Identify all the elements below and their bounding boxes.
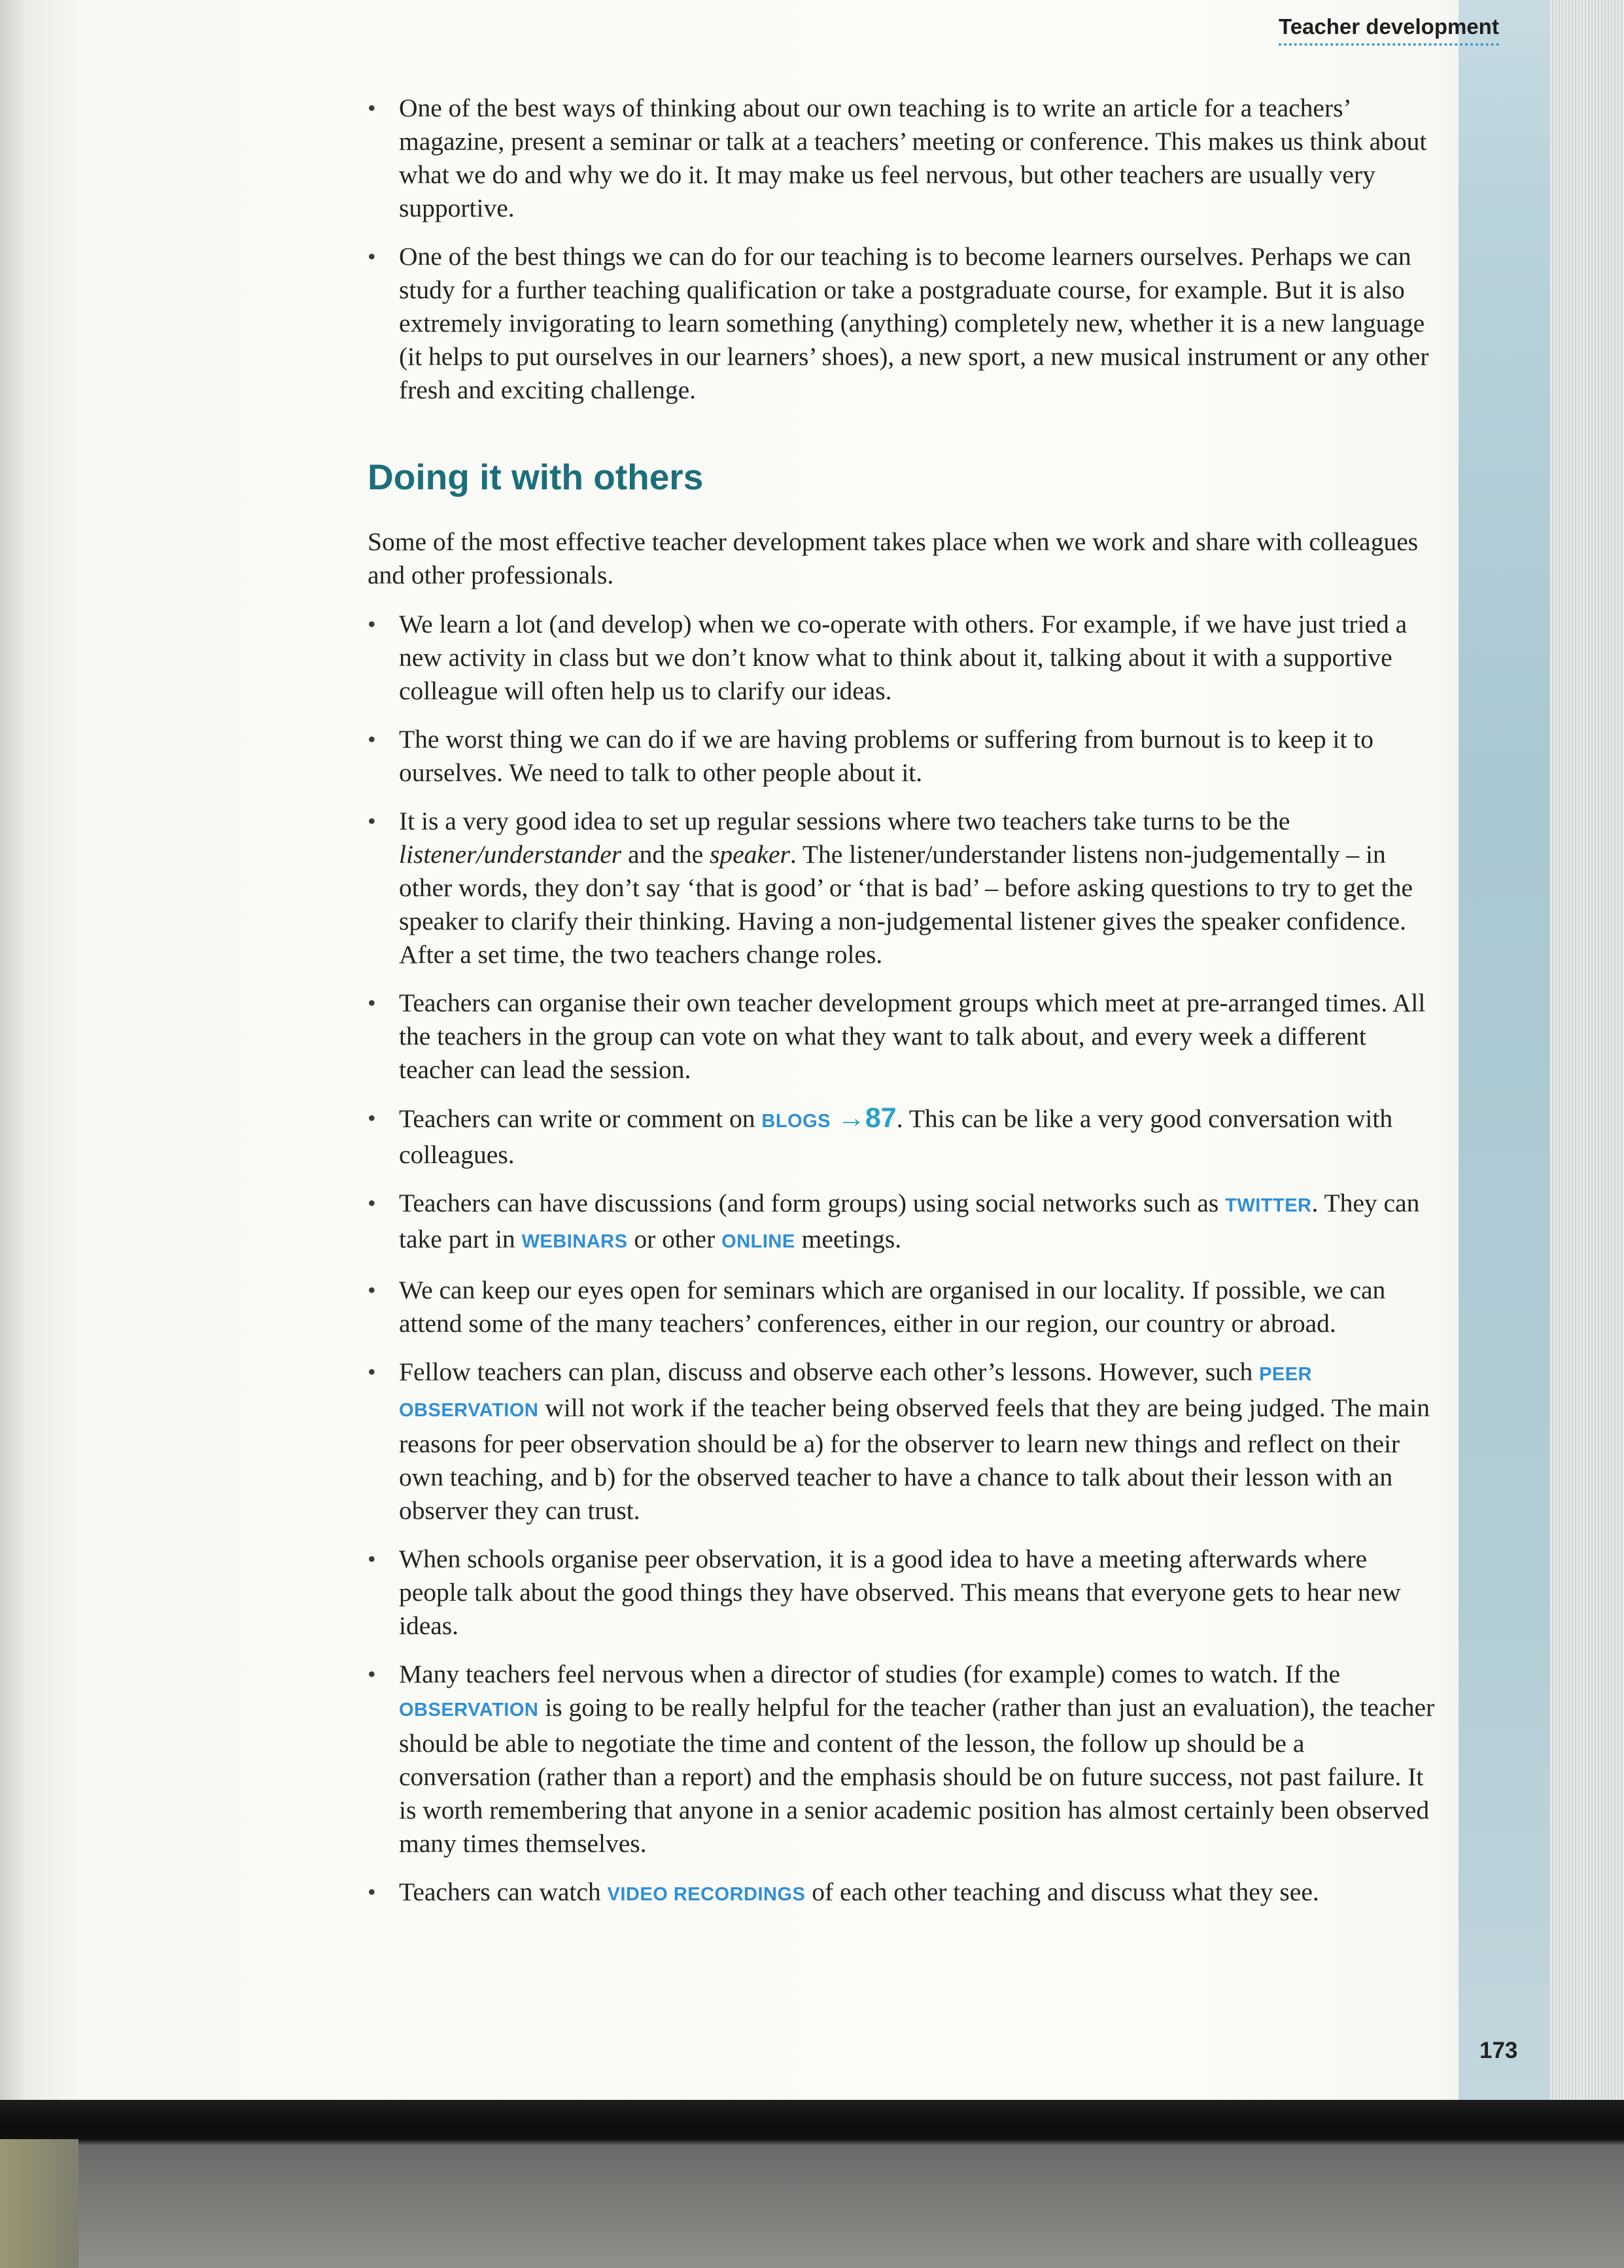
page-fore-edge — [1459, 0, 1624, 2120]
list-item — [368, 608, 1440, 708]
list-item-text: We can keep our eyes open for seminars which are organised in our locality. If possible, we can attend some of the many teachers’ conferences, either in our region, our country or abroad. — [399, 1276, 1386, 1338]
bullet-icon: • — [368, 1105, 376, 1131]
cross-reference-keyword: ONLINE — [721, 1231, 795, 1252]
italic-term: listener/understander — [399, 840, 622, 869]
bullet-list — [368, 608, 1440, 1911]
bullet-icon: • — [368, 1661, 376, 1687]
cross-reference-keyword: PEER OBSERVATION — [399, 1364, 1313, 1421]
list-item-text: The worst thing we can do if we are having problems or suffering from burnout is to keep it to ourselves. We need to talk to other people about it. — [399, 725, 1374, 787]
text-segment: meetings. — [795, 1225, 902, 1253]
page-content — [368, 92, 1440, 1927]
intro-bullet-list — [368, 92, 1440, 407]
section-intro-paragraph: Some of the most effective teacher development takes place when we work and share with colleagues and other professionals. — [368, 527, 1419, 589]
italic-term: speaker — [710, 840, 790, 869]
section-heading: Doing it with others — [368, 457, 704, 497]
text-segment: . They can take part in — [399, 1189, 1420, 1253]
bullet-icon: • — [368, 1277, 376, 1303]
page-number: 173 — [1479, 2038, 1518, 2063]
text-segment: It is a very good idea to set up regular sessions where two teachers take turns to be the — [399, 807, 1290, 835]
list-item — [368, 92, 1440, 225]
bullet-icon: • — [368, 1879, 376, 1905]
list-item — [368, 240, 1440, 407]
bullet-icon: • — [368, 1190, 376, 1216]
text-segment: Teachers can have discussions (and form groups) using social networks such as — [399, 1189, 1226, 1217]
bullet-icon: • — [368, 95, 376, 121]
list-item-text — [399, 1357, 1430, 1525]
scanner-background — [0, 2100, 1624, 2268]
bullet-icon: • — [368, 1546, 376, 1572]
bullet-icon: • — [368, 1359, 376, 1385]
cross-reference-keyword: OBSERVATION — [399, 1700, 539, 1720]
running-head: Teacher development — [1279, 14, 1499, 46]
text-segment: Fellow teachers can plan, discuss and observe each other’s lessons. However, such — [399, 1357, 1260, 1386]
list-item-text: One of the best things we can do for our teaching is to become learners ourselves. Perhaps we can study for a further teaching qualification or take a postgraduate course, for example. But it is also extremely invigorating to learn something (anything) completely new, whether it is a new language (it helps to put ourselves in our learners’ shoes), a new sport, a new musical instrument or any other fresh and exciting challenge. — [399, 242, 1429, 404]
list-item-text: Teachers can organise their own teacher development groups which meet at pre-arranged times. All the teachers in the group can vote on what they want to talk about, and every week a different teacher can lead the session. — [399, 988, 1426, 1084]
text-segment: will not work if the teacher being observed feels that they are being judged. The main reasons for peer observation should be a) for the observer to learn new things and reflect on their own teaching, and b) for the observed teacher to have a chance to talk about their lesson with an observer they can trust. — [399, 1393, 1430, 1525]
book-spine-edge — [0, 2139, 78, 2268]
list-item — [368, 986, 1440, 1087]
text-segment: and the — [621, 840, 710, 869]
cross-reference-arrow: →87 — [837, 1102, 897, 1134]
text-segment: Teachers can watch — [399, 1877, 608, 1906]
text-segment: is going to be really helpful for the teacher (rather than just an evaluation), the teacher should be able to negotiate the time and content of the lesson, the follow up should be a conversation (rather than a report) and the emphasis should be on future success, not past failure. It is worth remembering that anyone in a senior academic position has almost certainly been observed many times themselves. — [399, 1693, 1435, 1858]
bullet-icon: • — [368, 726, 376, 752]
list-item-text: When schools organise peer observation, it is a good idea to have a meeting afterwards where people talk about the good things they have observed. This means that everyone gets to hear new ideas. — [399, 1544, 1401, 1640]
page-edge-stack — [1550, 0, 1624, 2120]
cross-reference-keyword: WEBINARS — [521, 1231, 628, 1252]
text-segment: or other — [627, 1225, 722, 1253]
text-segment: . The listener/understander listens non-judgementally – in other words, they don’t say ‘that is good’ or ‘that is bad’ – before asking questions to try to get the speaker to clarify their thinking. Having a non-judgemental listener gives the speaker confidence. After a set time, the two teachers change roles. — [399, 840, 1413, 969]
bullet-icon: • — [368, 808, 376, 834]
list-item-text: We learn a lot (and develop) when we co-operate with others. For example, if we have just tried a new activity in class but we don’t know what to think about it, talking about it with a supportive colleague will often help us to clarify our ideas. — [399, 610, 1408, 705]
bullet-icon: • — [368, 990, 376, 1016]
list-item — [368, 723, 1440, 790]
cross-reference-keyword: TWITTER — [1225, 1195, 1312, 1216]
text-segment: of each other teaching and discuss what they see. — [805, 1877, 1319, 1906]
list-item — [368, 1543, 1440, 1643]
list-item-text — [399, 1104, 1392, 1169]
list-item-text — [399, 1877, 1319, 1906]
list-item-text — [399, 1660, 1434, 1858]
list-item — [368, 1274, 1440, 1340]
list-item — [368, 1355, 1440, 1527]
list-item — [368, 1187, 1440, 1259]
bullet-icon: • — [368, 243, 376, 270]
cross-reference-keyword: VIDEO RECORDINGS — [607, 1884, 806, 1905]
list-item-text: One of the best ways of thinking about our own teaching is to write an article for a teachers’ magazine, present a seminar or talk at a teachers’ meeting or conference. This makes us think about what we do and why we do it. It may make us feel nervous, but other teachers are usually very supportive. — [399, 94, 1427, 222]
text-segment: Teachers can write or comment on — [399, 1104, 762, 1133]
list-item — [368, 1102, 1440, 1172]
cross-reference-keyword: BLOGS — [761, 1111, 831, 1132]
list-item — [368, 1658, 1440, 1860]
list-item-text — [399, 1189, 1419, 1253]
text-segment: Many teachers feel nervous when a director of studies (for example) comes to watch. If the — [399, 1660, 1340, 1688]
list-item-text — [399, 807, 1413, 969]
list-item — [368, 805, 1440, 971]
text-segment: . This can be like a very good conversation with colleagues. — [399, 1104, 1393, 1169]
bullet-icon: • — [368, 611, 376, 637]
list-item — [368, 1875, 1440, 1911]
